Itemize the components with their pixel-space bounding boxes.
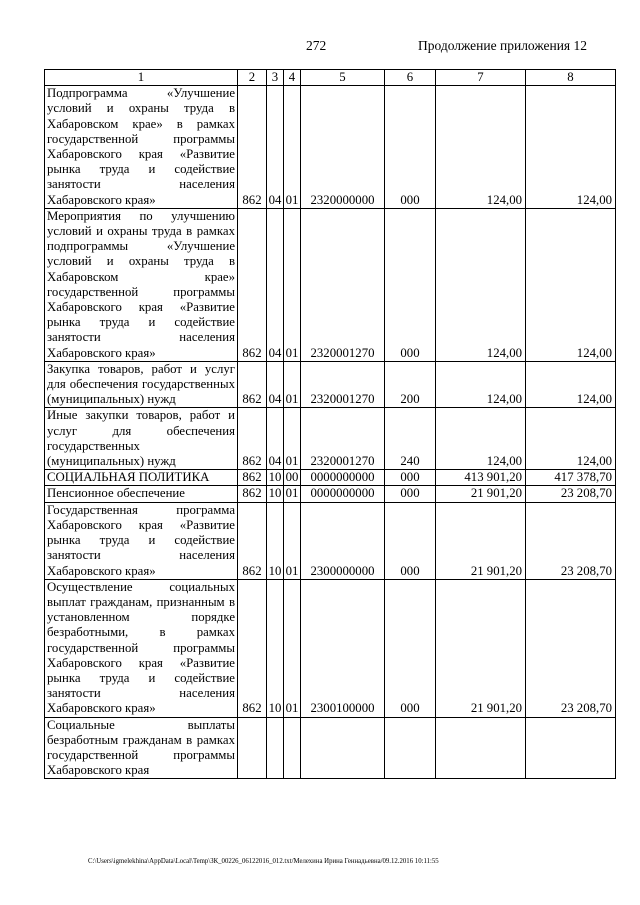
table-row	[45, 470, 616, 486]
column-header: 1	[45, 70, 238, 86]
expense-type-cell: 200	[385, 361, 436, 408]
amount-cell: 413 901,20	[436, 470, 526, 486]
column-header: 6	[385, 70, 436, 86]
target-cell: 2320001270	[301, 408, 385, 470]
subsection-cell: 01	[284, 408, 301, 470]
expense-type-cell: 240	[385, 408, 436, 470]
amount-cell: 124,00	[526, 86, 616, 209]
amount-cell: 124,00	[436, 361, 526, 408]
page-number: 272	[306, 38, 327, 53]
row-name-cell: Закупка товаров, работ и услуг для обеспечения государственных (муниципальных) нужд	[45, 361, 238, 408]
amount-cell: 124,00	[526, 408, 616, 470]
expense-type-cell: 000	[385, 486, 436, 502]
code-cell: 862	[238, 86, 267, 209]
target-cell: 0000000000	[301, 486, 385, 502]
amount-cell: 417 378,70	[526, 470, 616, 486]
expense-type-cell	[385, 717, 436, 779]
row-name-cell: Подпрограмма «Улучшение условий и охраны труда в Хабаровском крае» в рамках государственной программы Хабаровского края «Развитие рынка труда и содействие занятости населения Хабаровского края»	[45, 86, 238, 209]
amount-cell: 21 901,20	[436, 579, 526, 717]
table-row	[45, 208, 616, 361]
section-cell: 04	[267, 361, 284, 408]
table-row	[45, 86, 616, 209]
section-cell: 10	[267, 470, 284, 486]
code-cell: 862	[238, 208, 267, 361]
subsection-cell: 01	[284, 361, 301, 408]
table-row	[45, 408, 616, 470]
table-row	[45, 361, 616, 408]
row-name-cell: Иные закупки товаров, работ и услуг для обеспечения государственных (муниципальных) нужд	[45, 408, 238, 470]
expense-type-cell: 000	[385, 502, 436, 579]
code-cell: 862	[238, 486, 267, 502]
section-cell: 04	[267, 86, 284, 209]
subsection-cell: 01	[284, 579, 301, 717]
subsection-cell: 00	[284, 470, 301, 486]
amount-cell: 23 208,70	[526, 502, 616, 579]
code-cell: 862	[238, 408, 267, 470]
expense-type-cell: 000	[385, 208, 436, 361]
file-path-footer: C:\Users\igmelekhina\AppData\Local\Temp\ЗК_00226_06122016_012.txt/Мелехина Ирина Геннадьевна/09.12.2016 10:11:55	[88, 858, 439, 865]
section-cell: 04	[267, 408, 284, 470]
code-cell	[238, 717, 267, 779]
subsection-cell: 01	[284, 502, 301, 579]
page-header	[0, 38, 640, 56]
section-cell: 04	[267, 208, 284, 361]
amount-cell: 124,00	[436, 408, 526, 470]
column-header: 7	[436, 70, 526, 86]
table-row	[45, 717, 616, 779]
row-name-cell: СОЦИАЛЬНАЯ ПОЛИТИКА	[45, 470, 238, 486]
code-cell: 862	[238, 502, 267, 579]
column-header: 8	[526, 70, 616, 86]
amount-cell: 23 208,70	[526, 486, 616, 502]
continuation-title: Продолжение приложения 12	[418, 38, 588, 53]
section-cell: 10	[267, 486, 284, 502]
section-cell: 10	[267, 579, 284, 717]
column-header: 2	[238, 70, 267, 86]
target-cell: 2320001270	[301, 361, 385, 408]
target-cell	[301, 717, 385, 779]
amount-cell: 124,00	[526, 208, 616, 361]
expense-type-cell: 000	[385, 470, 436, 486]
amount-cell	[526, 717, 616, 779]
amount-cell: 23 208,70	[526, 579, 616, 717]
subsection-cell: 01	[284, 208, 301, 361]
budget-table	[44, 69, 616, 779]
section-cell: 10	[267, 502, 284, 579]
table-row	[45, 579, 616, 717]
column-header: 4	[284, 70, 301, 86]
table-header-row	[45, 70, 616, 86]
subsection-cell: 01	[284, 486, 301, 502]
target-cell: 2320000000	[301, 86, 385, 209]
subsection-cell: 01	[284, 86, 301, 209]
amount-cell: 124,00	[526, 361, 616, 408]
table-row	[45, 502, 616, 579]
amount-cell: 21 901,20	[436, 502, 526, 579]
code-cell: 862	[238, 470, 267, 486]
target-cell: 2320001270	[301, 208, 385, 361]
row-name-cell: Государственная программа Хабаровского края «Развитие рынка труда и содействие занятости населения Хабаровского края»	[45, 502, 238, 579]
subsection-cell	[284, 717, 301, 779]
expense-type-cell: 000	[385, 86, 436, 209]
target-cell: 2300000000	[301, 502, 385, 579]
target-cell: 2300100000	[301, 579, 385, 717]
code-cell: 862	[238, 579, 267, 717]
amount-cell: 124,00	[436, 208, 526, 361]
expense-type-cell: 000	[385, 579, 436, 717]
row-name-cell: Осуществление социальных выплат гражданам, признанным в установленном порядке безработными, в рамках государственной программы Хабаровского края «Развитие рынка труда и содействие занятости населения Хабаровского края»	[45, 579, 238, 717]
row-name-cell: Мероприятия по улучшению условий и охраны труда в рамках подпрограммы «Улучшение условий и охраны труда в Хабаровском крае» государственной программы Хабаровского края «Развитие рынка труда и содействие занятости населения Хабаровского края»	[45, 208, 238, 361]
table-row	[45, 486, 616, 502]
row-name-cell: Социальные выплаты безработным гражданам в рамках государственной программы Хабаровского края	[45, 717, 238, 779]
column-header: 3	[267, 70, 284, 86]
section-cell	[267, 717, 284, 779]
amount-cell: 21 901,20	[436, 486, 526, 502]
row-name-cell: Пенсионное обеспечение	[45, 486, 238, 502]
code-cell: 862	[238, 361, 267, 408]
amount-cell	[436, 717, 526, 779]
target-cell: 0000000000	[301, 470, 385, 486]
column-header: 5	[301, 70, 385, 86]
amount-cell: 124,00	[436, 86, 526, 209]
